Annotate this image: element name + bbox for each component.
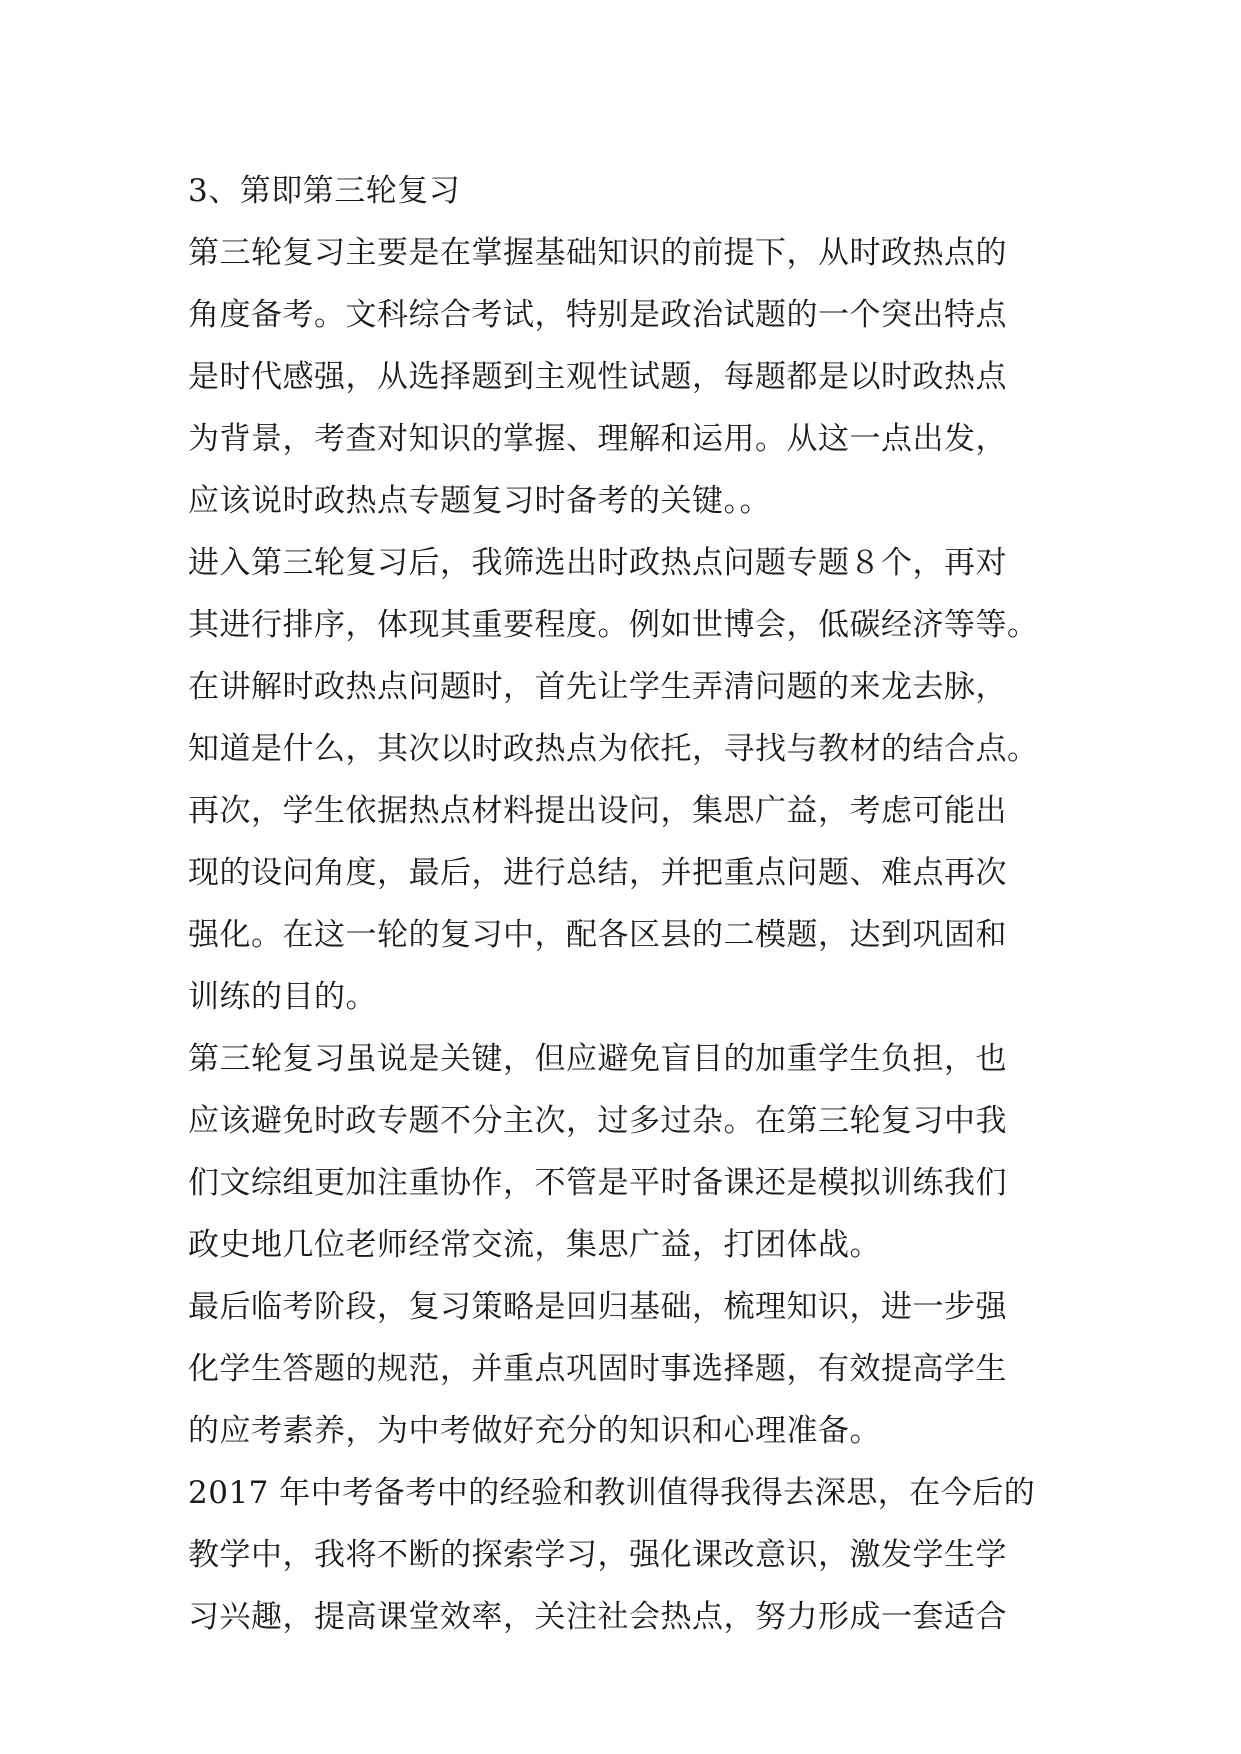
paragraph-line: 最后临考阶段，复习策略是回归基础，梳理知识，进一步强	[188, 1289, 1007, 1325]
paragraph-line: 政史地几位老师经常交流，集思广益，打团体战。	[188, 1227, 881, 1263]
paragraph-3	[188, 1028, 1068, 1276]
document-page	[188, 160, 1068, 1648]
paragraph-line: 的应考素养，为中考做好充分的知识和心理准备。	[188, 1413, 881, 1449]
paragraph-4	[188, 1276, 1068, 1462]
paragraph-line: 应该说时政热点专题复习时备考的关键。。	[188, 483, 771, 519]
paragraph-line: 训练的目的。	[188, 979, 377, 1015]
paragraph-1	[188, 222, 1068, 532]
paragraph-line: 进入第三轮复习后，我筛选出时政热点问题专题８个，再对	[188, 545, 1007, 581]
paragraph-line: 现的设问角度，最后，进行总结，并把重点问题、难点再次	[188, 855, 1007, 891]
paragraph-line: 第三轮复习主要是在掌握基础知识的前提下，从时政热点的	[188, 235, 1007, 271]
paragraph-line: 在讲解时政热点问题时，首先让学生弄清问题的来龙去脉，	[188, 669, 1007, 705]
paragraph-line: 知道是什么，其次以时政热点为依托，寻找与教材的结合点。	[188, 731, 1039, 767]
paragraph-line: 习兴趣，提高课堂效率，关注社会热点，努力形成一套适合	[188, 1599, 1007, 1635]
paragraph-line: 教学中，我将不断的探索学习，强化课改意识，激发学生学	[188, 1537, 1007, 1573]
paragraph-line: 为背景，考查对知识的掌握、理解和运用。从这一点出发，	[188, 421, 1007, 457]
paragraph-line: 化学生答题的规范，并重点巩固时事选择题，有效提高学生	[188, 1351, 1007, 1387]
paragraph-line: 应该避免时政专题不分主次，过多过杂。在第三轮复习中我	[188, 1103, 1007, 1139]
paragraph-5	[188, 1462, 1068, 1648]
paragraph-2	[188, 532, 1068, 1028]
paragraph-line: 2017 年中考备考中的经验和教训值得我得去深思，在今后的	[188, 1475, 1036, 1511]
paragraph-line: 强化。在这一轮的复习中，配各区县的二模题，达到巩固和	[188, 917, 1007, 953]
paragraph-line: 其进行排序，体现其重要程度。例如世博会，低碳经济等等。	[188, 607, 1039, 643]
paragraph-line: 是时代感强，从选择题到主观性试题，每题都是以时政热点	[188, 359, 1007, 395]
paragraph-line: 角度备考。文科综合考试，特别是政治试题的一个突出特点	[188, 297, 1007, 333]
section-heading: 3、第即第三轮复习	[188, 173, 461, 209]
paragraph-line: 再次，学生依据热点材料提出设问，集思广益，考虑可能出	[188, 793, 1007, 829]
paragraph-line: 第三轮复习虽说是关键，但应避免盲目的加重学生负担，也	[188, 1041, 1007, 1077]
paragraph-line: 们文综组更加注重协作，不管是平时备课还是模拟训练我们	[188, 1165, 1007, 1201]
